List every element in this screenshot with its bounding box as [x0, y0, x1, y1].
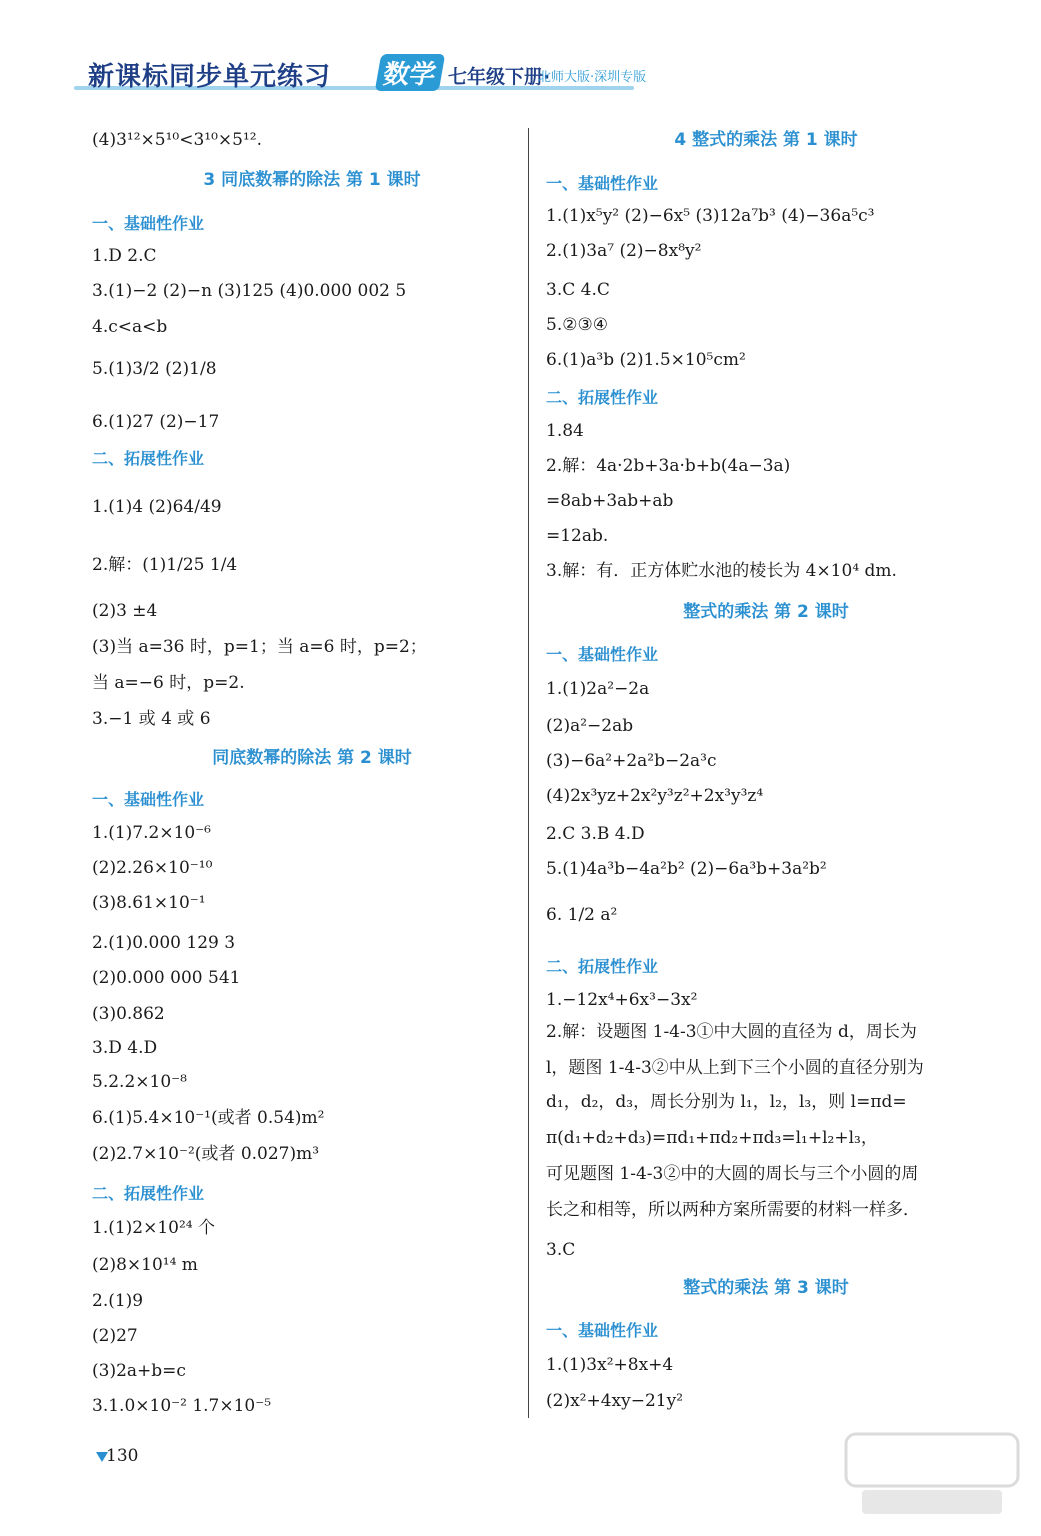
section-heading: 4 整式的乘法 第 1 课时: [674, 130, 858, 150]
answer-line: 长之和相等，所以两种方案所需要的材料一样多．: [546, 1200, 920, 1220]
answer-line: 1.−12x⁴+6x³−3x²: [546, 990, 698, 1010]
answer-line: (3)0.862: [92, 1004, 165, 1024]
answer-line: d₁，d₂，d₃，周长分别为 l₁，l₂，l₃，则 l=πd=: [546, 1092, 907, 1112]
answer-line: =8ab+3ab+ab: [546, 491, 674, 511]
subsection-heading: 二、拓展性作业: [546, 957, 659, 976]
answer-line: π(d₁+d₂+d₃)=πd₁+πd₂+πd₃=l₁+l₂+l₃，: [546, 1128, 878, 1148]
grade-label: 七年级下册·: [448, 66, 551, 88]
answer-line: =12ab.: [546, 526, 609, 546]
subsection-heading: 二、拓展性作业: [92, 449, 205, 468]
column-divider: [528, 128, 529, 1418]
answer-line: 可见题图 1-4-3②中的大圆的周长与三个小圆的周: [546, 1164, 919, 1184]
subsection-heading: 二、拓展性作业: [546, 388, 659, 407]
answer-line: 2.(1)0.000 129 3: [92, 933, 236, 953]
answer-line: 3.D 4.D: [92, 1038, 158, 1058]
subsection-heading: 二、拓展性作业: [92, 1184, 205, 1203]
subsection-heading: 一、基础性作业: [92, 790, 205, 809]
answer-line: (2)0.000 000 541: [92, 968, 241, 988]
answer-line: 5.2.2×10⁻⁸: [92, 1072, 187, 1092]
answer-line: 2.解：设题图 1-4-3①中大圆的直径为 d，周长为: [546, 1022, 917, 1042]
answer-line: (2)a²−2ab: [546, 716, 634, 736]
answer-line: (2)3 ±4: [92, 601, 158, 621]
answer-line: (3)8.61×10⁻¹: [92, 893, 206, 913]
section-heading: 3 同底数幂的除法 第 1 课时: [203, 170, 421, 190]
answer-line: 1.(1)4 (2)64/49: [92, 497, 222, 517]
answer-line: 2.(1)3a⁷ (2)−8x⁸y²: [546, 241, 702, 261]
section-heading: 同底数幂的除法 第 2 课时: [212, 748, 412, 768]
answer-line: 1.D 2.C: [92, 246, 157, 266]
answer-line: (2)2.26×10⁻¹⁰: [92, 858, 213, 878]
answer-line: 2.解：4a·2b+3a·b+b(4a−3a): [546, 456, 791, 476]
page-number: 130: [106, 1446, 139, 1466]
answer-line: 3.C 4.C: [546, 280, 610, 300]
page-header: [60, 52, 700, 96]
answer-line: 1.(1)2a²−2a: [546, 679, 650, 699]
answer-line: (4)2x³yz+2x²y³z²+2x³y³z⁴: [546, 786, 764, 806]
answer-line: (2)x²+4xy−21y²: [546, 1391, 684, 1411]
answer-line: 5.(1)3/2 (2)1/8: [92, 359, 217, 379]
answer-line: 6.(1)a³b (2)1.5×10⁵cm²: [546, 350, 746, 370]
answer-line: 3.(1)−2 (2)−n (3)125 (4)0.000 002 5: [92, 281, 407, 301]
answer-line: 3.C: [546, 1240, 576, 1260]
answer-line: (3)2a+b=c: [92, 1361, 186, 1381]
answer-line: 1.(1)x⁵y² (2)−6x⁵ (3)12a⁷b³ (4)−36a⁵c³: [546, 206, 875, 226]
subject-badge: 数学: [375, 54, 446, 91]
answer-line: 1.(1)3x²+8x+4: [546, 1355, 674, 1375]
answer-line: (2)2.7×10⁻²(或者 0.027)m³: [92, 1144, 320, 1164]
answer-line: 当 a=−6 时，p=2.: [92, 673, 245, 693]
answer-line: 6. 1/2 a²: [546, 905, 618, 925]
answer-line: 3.1.0×10⁻² 1.7×10⁻⁵: [92, 1396, 272, 1416]
answer-line: l，题图 1-4-3②中从上到下三个小圆的直径分别为: [546, 1058, 924, 1078]
answer-line: 1.(1)2×10²⁴ 个: [92, 1218, 216, 1238]
answer-line: 2.(1)9: [92, 1291, 144, 1311]
subsection-heading: 一、基础性作业: [546, 645, 659, 664]
answer-line: 6.(1)27 (2)−17: [92, 412, 220, 432]
answer-line: 1.84: [546, 421, 584, 441]
answer-line: 2.解：(1)1/25 1/4: [92, 555, 238, 575]
answer-line: (3)当 a=36 时，p=1；当 a=6 时，p=2；: [92, 637, 427, 657]
answer-line: 3.解：有．正方体贮水池的棱长为 4×10⁴ dm.: [546, 561, 897, 581]
answer-line: 5.(1)4a³b−4a²b² (2)−6a³b+3a²b²: [546, 859, 827, 879]
section-heading: 整式的乘法 第 2 课时: [683, 602, 849, 622]
answer-line: 4.c<a<b: [92, 317, 168, 337]
section-heading: 整式的乘法 第 3 课时: [683, 1278, 849, 1298]
answer-line: 2.C 3.B 4.D: [546, 824, 645, 844]
answer-line: 5.②③④: [546, 315, 608, 335]
answer-line: 1.(1)7.2×10⁻⁶: [92, 823, 211, 843]
subsection-heading: 一、基础性作业: [546, 174, 659, 193]
answer-line: 6.(1)5.4×10⁻¹(或者 0.54)m²: [92, 1108, 325, 1128]
watermark-logo: [842, 1430, 1022, 1520]
book-title: 新课标同步单元练习: [88, 62, 332, 92]
answer-line: (3)−6a²+2a²b−2a³c: [546, 751, 717, 771]
subsection-heading: 一、基础性作业: [546, 1321, 659, 1340]
answer-line: (4)3¹²×5¹⁰<3¹⁰×5¹².: [92, 130, 262, 150]
subsection-heading: 一、基础性作业: [92, 214, 205, 233]
answer-line: (2)8×10¹⁴ m: [92, 1255, 198, 1275]
edition-label: 北师大版·深圳专版: [538, 70, 647, 85]
answer-line: (2)27: [92, 1326, 138, 1346]
answer-line: 3.−1 或 4 或 6: [92, 709, 211, 729]
